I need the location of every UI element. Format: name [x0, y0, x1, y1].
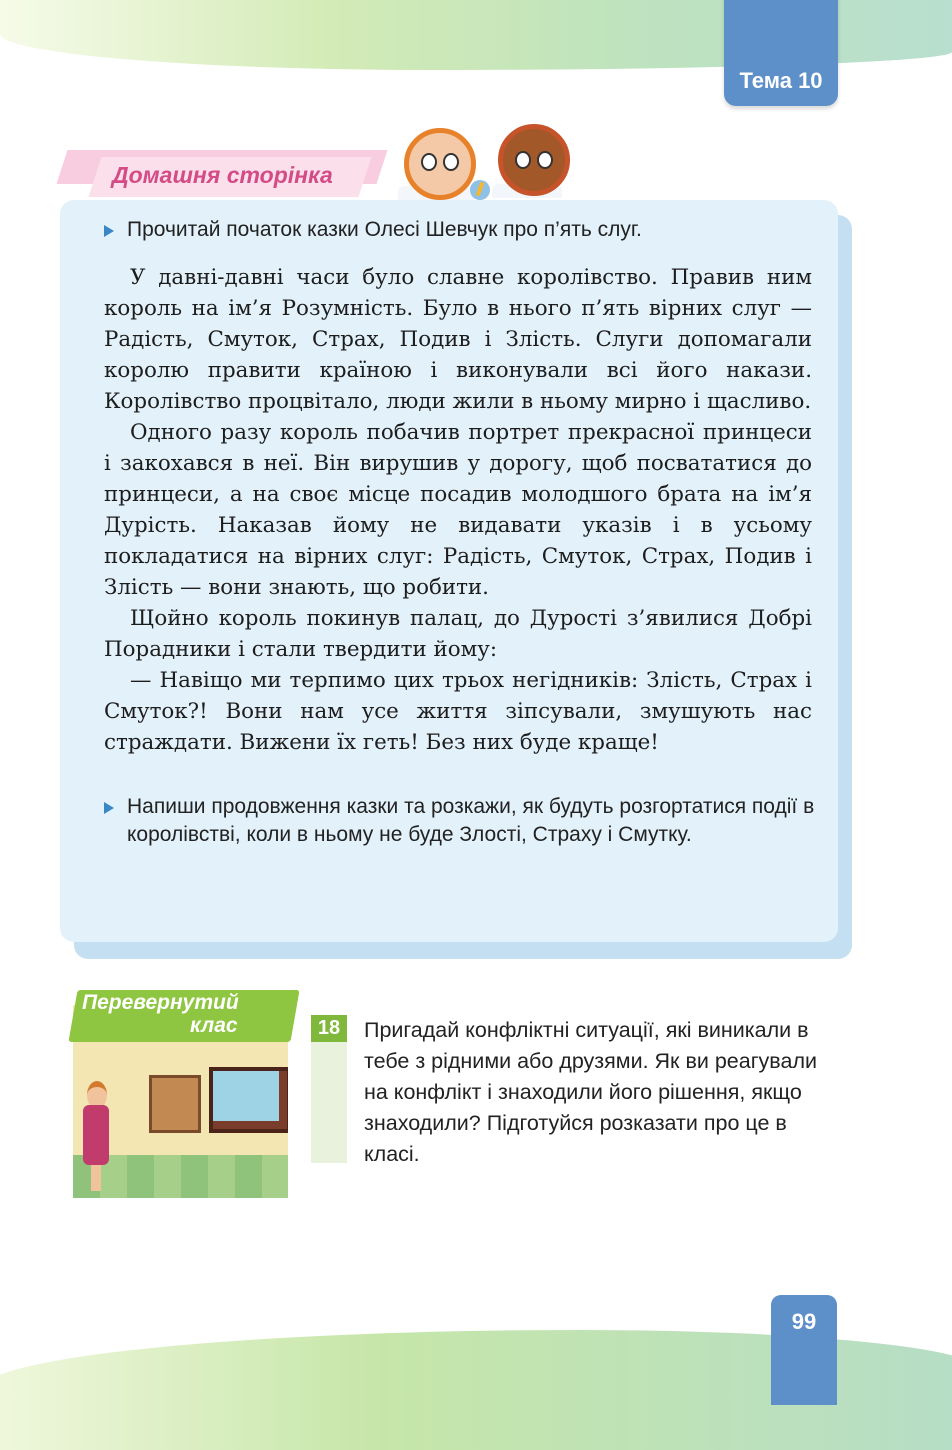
page-number-tab — [771, 1295, 837, 1405]
instruction-write-text: Напиши продовження казки та розкажи, як будуть розгортатися події в королівстві, коли в ньому не буде Злості, Страху і Смутку. — [127, 795, 815, 846]
teacher-icon — [81, 1081, 111, 1191]
instruction-read-text: Прочитай початок казки Олесі Шевчук про п’ять слуг. — [127, 218, 642, 241]
flipped-class-title-line1: Перевернутий — [82, 991, 239, 1014]
kid-boy-icon — [498, 124, 570, 196]
page-number: 99 — [791, 1309, 817, 1334]
flipped-class-title — [82, 991, 282, 1037]
cork-board — [149, 1075, 201, 1133]
story-paragraph: Одного разу король побачив портрет прекрасної принцеси і закохався в неї. Він вирушив у дорогу, щоб посвататися до принцеси, а на своє місце посадив молодшого брата на ім’я Дурість. Наказав йому не видавати указів і в усьому покладатися на вірних слуг: Радість, Смуток, Страх, Подив і Злість — вони знають, що робити. — [104, 420, 812, 600]
story-text — [104, 262, 812, 758]
story-paragraph: Щойно король покинув палац, до Дурості з’явилися Добрі Порадники і стали твердити йому: — [104, 606, 812, 662]
pencil-icon — [470, 180, 490, 200]
task-number: 18 — [311, 1015, 347, 1042]
flipped-class-title-line2: клас — [190, 1014, 238, 1037]
story-paragraph: — Навіщо ми терпимо цих трьох негідників: Злість, Страх і Смуток?! Вони нам усе життя зіпсували, змушують нас страждати. Вижени їх геть! Без них буде краще! — [104, 668, 812, 755]
bullet-triangle-icon — [104, 225, 114, 237]
story-paragraph: У давні-давні часи було славне королівство. Правив ним король на ім’я Розумність. Було в нього п’ять вірних слуг — Радість, Смуток, Страх, Подив і Злість. Слуги допомагали королю правити країною і виконували всі його накази. Королівство процвітало, люди жили в ньому мирно і щасливо. — [104, 265, 812, 414]
kid-girl-icon — [404, 128, 476, 200]
world-map-icon — [213, 1071, 279, 1121]
task-text: Пригадай конфліктні ситуації, які виникали в тебе з рідними або друзями. Як ви реагували на конфлікт і знаходили його рішення, якщо знаходили? Підготуйся розказати про це в класі. — [364, 1018, 818, 1166]
theme-tab — [724, 0, 838, 106]
theme-label: Тема 10 — [739, 68, 823, 93]
bullet-triangle-icon — [104, 802, 114, 814]
home-page-title: Домашня сторінка — [112, 162, 333, 188]
